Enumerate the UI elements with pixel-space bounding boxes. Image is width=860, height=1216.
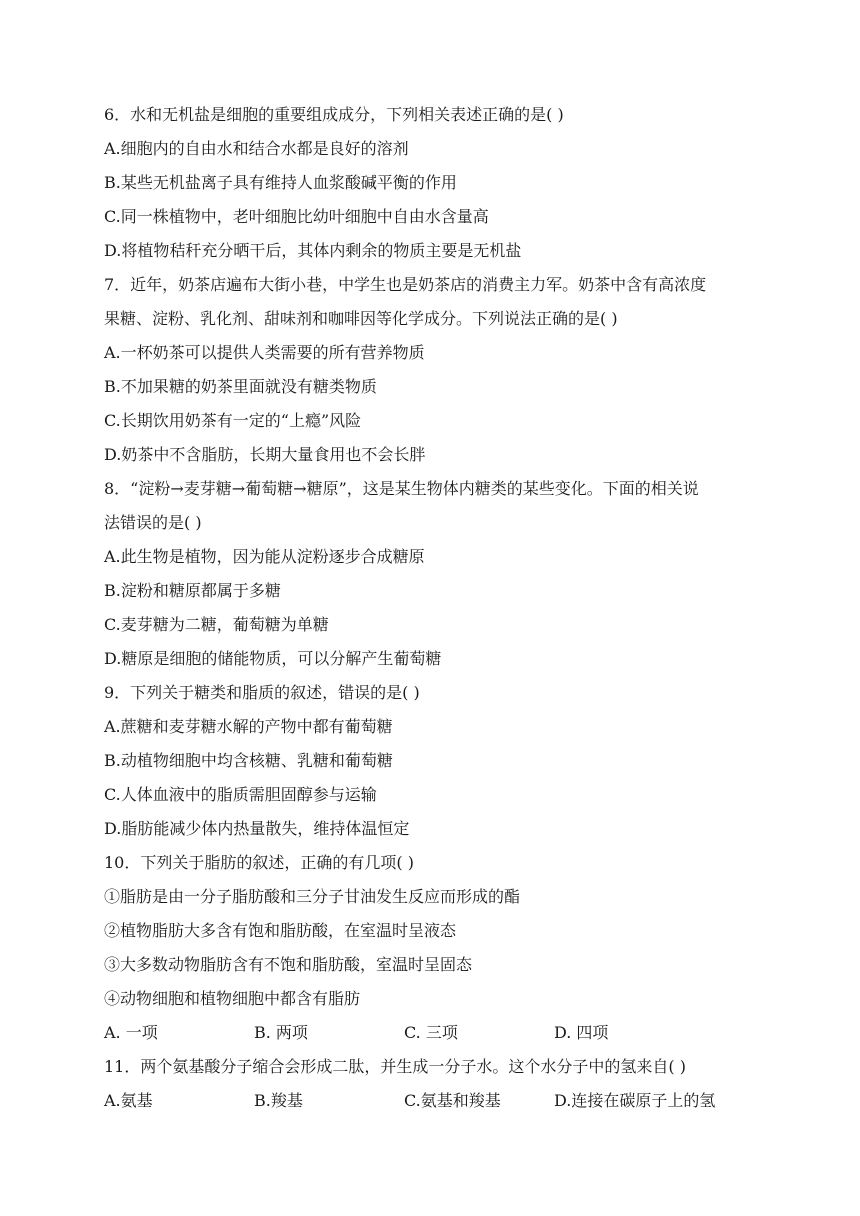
q6-option-b: B.某些无机盐离子具有维持人血浆酸碱平衡的作用 bbox=[104, 173, 457, 192]
q11-option-c: C.氨基和羧基 bbox=[404, 1091, 501, 1110]
q10-statement-1: ①脂肪是由一分子脂肪酸和三分子甘油发生反应而形成的酯 bbox=[104, 887, 521, 906]
q8-option-b: B.淀粉和糖原都属于多糖 bbox=[104, 581, 281, 600]
q7-option-d: D.奶茶中不含脂肪，长期大量食用也不会长胖 bbox=[104, 445, 426, 464]
q10-option-d: D. 四项 bbox=[554, 1023, 609, 1042]
q9-option-c: C.人体血液中的脂质需胆固醇参与运输 bbox=[104, 785, 377, 804]
q9-option-b: B.动植物细胞中均含核糖、乳糖和葡萄糖 bbox=[104, 751, 393, 770]
q8-option-d: D.糖原是细胞的储能物质，可以分解产生葡萄糖 bbox=[104, 649, 442, 668]
q7-stem-line2: 果糖、淀粉、乳化剂、甜味剂和咖啡因等化学成分。下列说法正确的是( ) bbox=[104, 309, 618, 328]
q11-option-d: D.连接在碳原子上的氢 bbox=[554, 1091, 716, 1110]
q8-option-a: A.此生物是植物，因为能从淀粉逐步合成糖原 bbox=[104, 547, 425, 566]
q9-option-d: D.脂肪能减少体内热量散失，维持体温恒定 bbox=[104, 819, 410, 838]
q8-option-c: C.麦芽糖为二糖，葡萄糖为单糖 bbox=[104, 615, 329, 634]
q11-stem: 11．两个氨基酸分子缩合会形成二肽，并生成一分子水。这个水分子中的氢来自( ) bbox=[104, 1057, 686, 1076]
q9-stem: 9．下列关于糖类和脂质的叙述，错误的是( ) bbox=[104, 683, 420, 702]
q10-option-b: B. 两项 bbox=[254, 1023, 308, 1042]
q7-option-c: C.长期饮用奶茶有一定的“上瘾”风险 bbox=[104, 411, 362, 430]
q6-stem: 6．水和无机盐是细胞的重要组成成分，下列相关表述正确的是( ) bbox=[104, 105, 564, 124]
q10-statement-2: ②植物脂肪大多含有饱和脂肪酸，在室温时呈液态 bbox=[104, 921, 457, 940]
q10-options-row bbox=[104, 1016, 764, 1050]
q10-statement-3: ③大多数动物脂肪含有不饱和脂肪酸，室温时呈固态 bbox=[104, 955, 473, 974]
q10-stem: 10．下列关于脂肪的叙述，正确的有几项( ) bbox=[104, 853, 414, 872]
q11-options-row bbox=[104, 1084, 764, 1118]
q6-option-d: D.将植物秸秆充分晒干后，其体内剩余的物质主要是无机盐 bbox=[104, 241, 522, 260]
q7-stem-line1: 7．近年，奶茶店遍布大街小巷，中学生也是奶茶店的消费主力军。奶茶中含有高浓度 bbox=[104, 275, 707, 294]
q8-stem-line1: 8．“淀粉→麦芽糖→葡萄糖→糖原”，这是某生物体内糖类的某些变化。下面的相关说 bbox=[104, 479, 699, 498]
q10-statement-4: ④动物细胞和植物细胞中都含有脂肪 bbox=[104, 989, 361, 1008]
q11-option-b: B.羧基 bbox=[254, 1091, 303, 1110]
q10-option-c: C. 三项 bbox=[404, 1023, 458, 1042]
q11-option-a: A.氨基 bbox=[104, 1091, 153, 1110]
q7-option-a: A.一杯奶茶可以提供人类需要的所有营养物质 bbox=[104, 343, 425, 362]
q7-option-b: B.不加果糖的奶茶里面就没有糖类物质 bbox=[104, 377, 377, 396]
q9-option-a: A.蔗糖和麦芽糖水解的产物中都有葡萄糖 bbox=[104, 717, 393, 736]
question-sheet bbox=[104, 98, 764, 1118]
q8-stem-line2: 法错误的是( ) bbox=[104, 513, 202, 532]
q6-option-a: A.细胞内的自由水和结合水都是良好的溶剂 bbox=[104, 139, 409, 158]
q10-option-a: A. 一项 bbox=[104, 1023, 158, 1042]
q6-option-c: C.同一株植物中，老叶细胞比幼叶细胞中自由水含量高 bbox=[104, 207, 489, 226]
